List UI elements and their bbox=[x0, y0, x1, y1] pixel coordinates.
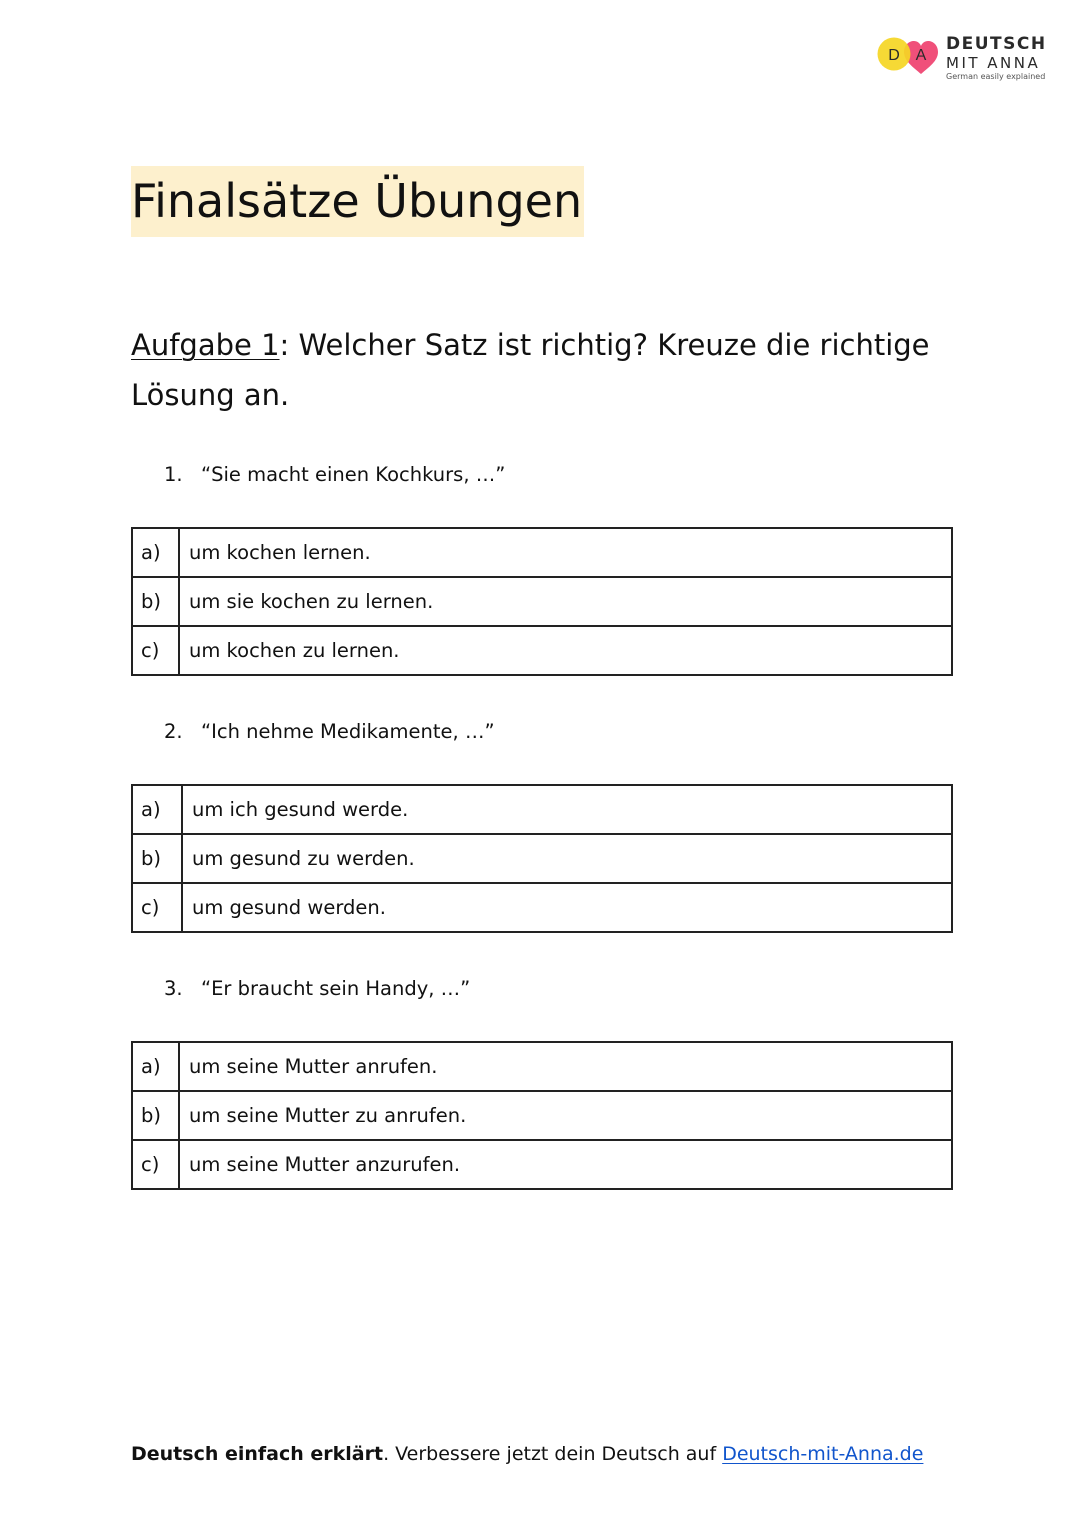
option-text: um sie kochen zu lernen. bbox=[179, 577, 952, 626]
logo-line-1: DEUTSCH bbox=[946, 34, 1047, 54]
logo-tagline: German easily explained bbox=[946, 72, 1046, 81]
question-number: 3. bbox=[164, 977, 183, 1000]
page-title: Finalsätze Übungen bbox=[131, 166, 584, 237]
option-row[interactable] bbox=[132, 577, 952, 626]
options-table-1 bbox=[131, 527, 953, 676]
brand-logo bbox=[877, 34, 1052, 84]
question-prompt: “Ich nehme Medikamente, …” bbox=[201, 720, 495, 743]
footer-text: . Verbessere jetzt dein Deutsch auf bbox=[383, 1443, 723, 1465]
task-text: : Welcher Satz ist richtig? Kreuze die richtige Lösung an. bbox=[131, 328, 930, 412]
option-letter: c) bbox=[132, 1140, 179, 1189]
option-text: um kochen zu lernen. bbox=[179, 626, 952, 675]
question-3 bbox=[164, 975, 470, 1003]
option-letter: b) bbox=[132, 834, 182, 883]
footer-tagline: Deutsch einfach erklärt bbox=[131, 1443, 384, 1465]
question-2 bbox=[164, 718, 495, 746]
logo-line-2: MIT ANNA bbox=[946, 54, 1041, 72]
options-table-2 bbox=[131, 784, 953, 933]
option-letter: b) bbox=[132, 577, 179, 626]
option-row[interactable] bbox=[132, 834, 952, 883]
question-1 bbox=[164, 461, 505, 489]
question-prompt: “Sie macht einen Kochkurs, …” bbox=[201, 463, 506, 486]
option-text: um ich gesund werde. bbox=[182, 785, 952, 834]
option-letter: b) bbox=[132, 1091, 179, 1140]
question-number: 1. bbox=[164, 463, 183, 486]
option-row[interactable] bbox=[132, 1140, 952, 1189]
option-row[interactable] bbox=[132, 1091, 952, 1140]
option-text: um gesund werden. bbox=[182, 883, 952, 932]
question-prompt: “Er braucht sein Handy, …” bbox=[201, 977, 471, 1000]
option-letter: a) bbox=[132, 785, 182, 834]
option-text: um gesund zu werden. bbox=[182, 834, 952, 883]
option-row[interactable] bbox=[132, 1042, 952, 1091]
option-letter: a) bbox=[132, 1042, 179, 1091]
option-row[interactable] bbox=[132, 528, 952, 577]
task-label: Aufgabe 1 bbox=[131, 328, 280, 362]
task-instruction bbox=[131, 320, 931, 420]
option-text: um seine Mutter anrufen. bbox=[179, 1042, 952, 1091]
option-text: um kochen lernen. bbox=[179, 528, 952, 577]
option-row[interactable] bbox=[132, 883, 952, 932]
logo-letter-d: D bbox=[888, 47, 900, 64]
logo-mark-icon bbox=[877, 36, 941, 76]
option-text: um seine Mutter anzurufen. bbox=[179, 1140, 952, 1189]
footer bbox=[131, 1440, 923, 1468]
option-text: um seine Mutter zu anrufen. bbox=[179, 1091, 952, 1140]
footer-link[interactable]: Deutsch-mit-Anna.de bbox=[722, 1443, 924, 1465]
option-row[interactable] bbox=[132, 626, 952, 675]
options-table-3 bbox=[131, 1041, 953, 1190]
option-letter: a) bbox=[132, 528, 179, 577]
option-letter: c) bbox=[132, 883, 182, 932]
option-row[interactable] bbox=[132, 785, 952, 834]
logo-letter-a: A bbox=[915, 47, 927, 64]
question-number: 2. bbox=[164, 720, 183, 743]
option-letter: c) bbox=[132, 626, 179, 675]
